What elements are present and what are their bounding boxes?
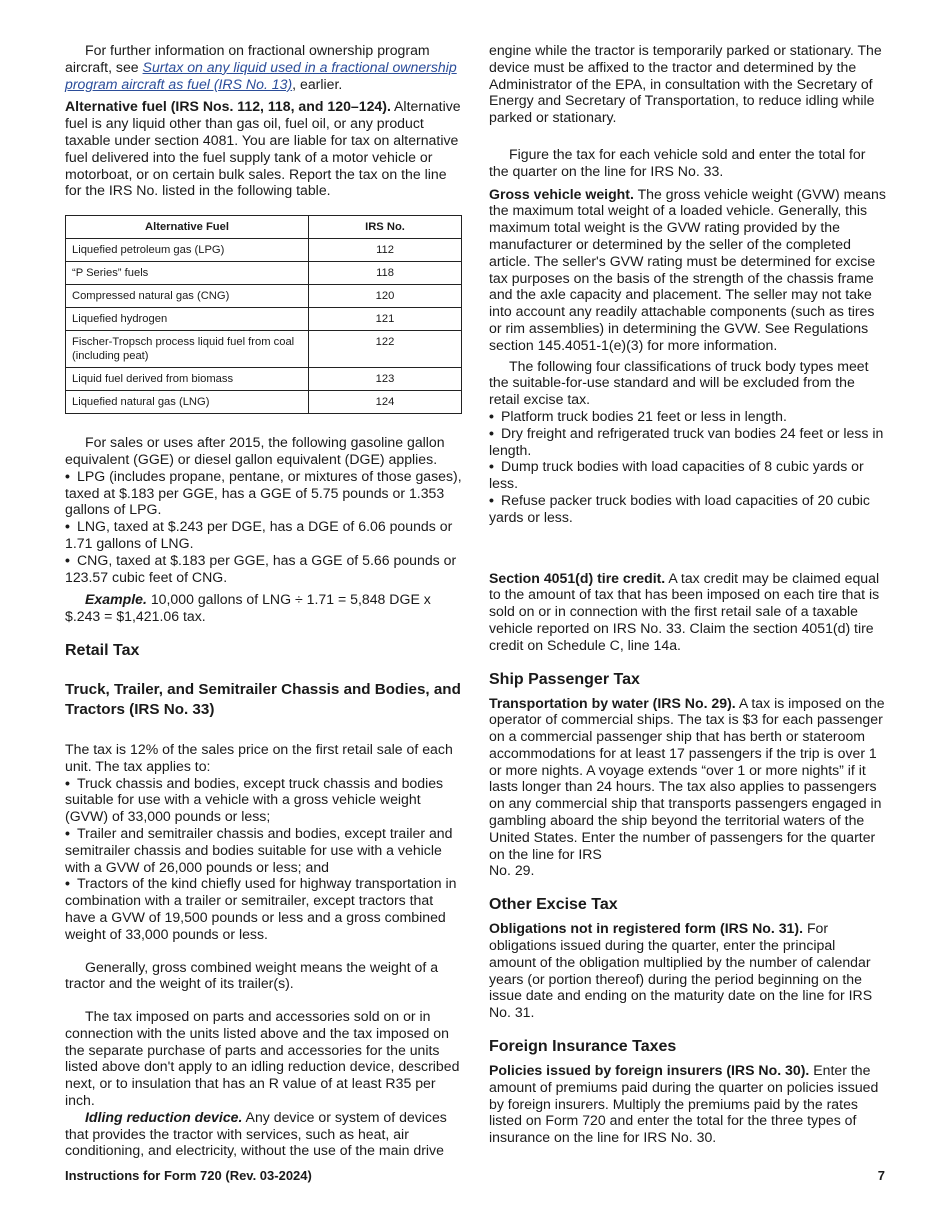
bullet-refuse-packer: • Refuse packer truck bodies with load capacities of 20 cubic yards or less. bbox=[489, 492, 886, 526]
example-label: Example. bbox=[85, 591, 147, 608]
bullet-lpg: • LPG (includes propane, pentane, or mixtures of those gases), taxed at $.183 per GGE, has a GGE of 5.75 pounds or 1.353 gallons of LPG. bbox=[65, 468, 462, 518]
table-cell-fuel: Liquefied petroleum gas (LPG) bbox=[66, 239, 309, 262]
table-header-irs-no: IRS No. bbox=[309, 216, 462, 239]
table-cell-irs-no: 120 bbox=[309, 285, 462, 308]
table-cell-fuel: Liquefied hydrogen bbox=[66, 308, 309, 331]
table-header-fuel: Alternative Fuel bbox=[66, 216, 309, 239]
foreign-policies-body: Enter the amount of premiums paid during the quarter on policies issued by foreign insurers. Multiply the premiums paid by the rates listed on Form 720 and enter the total for the three types of insurance on the line for IRS No. 30. bbox=[489, 1062, 879, 1146]
right-column bbox=[489, 42, 886, 1146]
obligations-heading: Obligations not in registered form (IRS No. 31). bbox=[489, 920, 804, 937]
gross-combined-weight-paragraph: Generally, gross combined weight means the weight of a tractor and the weight of its trailer(s). bbox=[65, 958, 439, 992]
ship-passenger-tax-heading: Ship Passenger Tax bbox=[489, 670, 640, 688]
gross-vehicle-weight-paragraph bbox=[489, 186, 886, 354]
obligations-body: For obligations issued during the quarter, enter the principal amount of the obligation multiplied by the number of calendar years (or portion thereof) during the period beginning on the issue date and ending on the maturity date on the line for IRS No. 31. bbox=[489, 920, 873, 1021]
bullet-lng: • LNG, taxed at $.243 per DGE, has a DGE of 6.06 pounds or 1.71 gallons of LNG. bbox=[65, 518, 462, 552]
transportation-by-water-body: A tax is imposed on the operator of commercial ships. The tax is $3 for each passenger on a commercial passenger ship that has berth or stateroom accommodations for at least 17 passengers if the trip is over 1 or more nights. A voyage extends “over 1 or more nights” if it lasts longer than 24 hours. The tax also applies to passengers on any commercial ship that transports passengers engaged in gambling aboard the ship beyond the territorial waters of the United States. Enter the number of passengers for the quarter on the line for IRS bbox=[489, 694, 885, 862]
transportation-by-water-paragraph bbox=[489, 695, 886, 880]
bullet-truck-chassis: • Truck chassis and bodies, except truck chassis and bodies suitable for use with a vehicle with a gross vehicle weight (GVW) of 33,000 pounds or less; bbox=[65, 775, 462, 825]
gallon-equivalent-paragraph: For sales or uses after 2015, the following gasoline gallon equivalent (GGE) or diesel gallon equivalent (DGE) applies. bbox=[65, 434, 445, 467]
tire-credit-body: A tax credit may be claimed equal to the amount of tax that has been imposed on each tire that is sold on or in connection with the first retail sale of a taxable vehicle reported on IRS No. 33. Claim the section 4051(d) tire credit on Schedule C, line 14a. bbox=[489, 569, 880, 653]
transportation-by-water-tail: No. 29. bbox=[489, 862, 535, 879]
table-header-row bbox=[66, 216, 462, 239]
bullet-tractors: • Tractors of the kind chiefly used for highway transportation in combination with a trailer or semitrailer, except tractors that have a GVW of 19,500 pounds or less and a gross combined weight of 33,000 pounds or less. bbox=[65, 875, 462, 942]
obligations-paragraph bbox=[489, 920, 886, 1021]
fractional-paragraph bbox=[65, 42, 462, 92]
figure-tax-paragraph: Figure the tax for each vehicle sold and enter the total for the quarter on the line for IRS No. 33. bbox=[489, 145, 866, 179]
page-number: 7 bbox=[877, 1168, 885, 1183]
table-row bbox=[66, 239, 462, 262]
parts-accessories-paragraph: The tax imposed on parts and accessories sold on or in connection with the units listed above and the tax imposed on the separate purchase of parts and accessories for the units listed above don't apply to an idling reduction device, described next, or to insulation that has an R value of at least R35 per inch. bbox=[65, 1008, 460, 1109]
fractional-text: For further information on fractional ownership program aircraft, see bbox=[65, 42, 430, 75]
alternative-fuel-table bbox=[65, 215, 462, 414]
gross-vehicle-weight-heading: Gross vehicle weight. bbox=[489, 185, 634, 202]
tire-credit-paragraph bbox=[489, 570, 886, 654]
bullet-trailer-chassis: • Trailer and semitrailer chassis and bodies, except trailer and semitrailer chassis and bodies suitable for use with a vehicle with a GVW of 26,000 pounds or less; and bbox=[65, 825, 462, 875]
fractional-text-end: , earlier. bbox=[292, 75, 343, 92]
table-row bbox=[66, 368, 462, 391]
table-cell-fuel: Liquid fuel derived from biomass bbox=[66, 368, 309, 391]
table-row bbox=[66, 308, 462, 331]
bullet-dry-freight: • Dry freight and refrigerated truck van bodies 24 feet or less in length. bbox=[489, 425, 886, 459]
tax-12-paragraph: The tax is 12% of the sales price on the first retail sale of each unit. The tax applies to: bbox=[65, 740, 453, 774]
table-cell-irs-no: 123 bbox=[309, 368, 462, 391]
table-row bbox=[66, 331, 462, 368]
bullet-dump-truck: • Dump truck bodies with load capacities of 8 cubic yards or less. bbox=[489, 458, 886, 492]
gross-vehicle-weight-body: The gross vehicle weight (GVW) means the maximum total weight of a loaded vehicle. Generally, this maximum total weight is the GVW rating provided by the manufacturer or determined by the seller of the completed article. The seller's GVW rating must be determined for excise tax purposes on the basis of the strength of the chassis frame and the axle capacity and placement. The seller may not take into account any readily attachable components (such as tires or rim assemblies) in determining the GVW. See Regulations section 145.4051-1(e)(3) for more information. bbox=[489, 185, 886, 353]
footer-title: Instructions for Form 720 (Rev. 03-2024) bbox=[65, 1168, 312, 1183]
transportation-by-water-heading: Transportation by water (IRS No. 29). bbox=[489, 694, 736, 711]
alternative-fuel-paragraph bbox=[65, 98, 462, 199]
foreign-policies-paragraph bbox=[489, 1062, 886, 1146]
bullet-cng: • CNG, taxed at $.183 per GGE, has a GGE of 5.66 pounds or 123.57 cubic feet of CNG. bbox=[65, 552, 462, 586]
example-body: 10,000 gallons of LNG ÷ 1.71 = 5,848 DGE x $.243 = $1,421.06 tax. bbox=[65, 591, 431, 625]
retail-tax-heading: Retail Tax bbox=[65, 641, 140, 659]
table-cell-irs-no: 112 bbox=[309, 239, 462, 262]
four-classifications-paragraph: The following four classifications of truck body types meet the suitable-for-use standard and will be excluded from the retail excise tax. bbox=[489, 357, 869, 408]
foreign-insurance-taxes-heading: Foreign Insurance Taxes bbox=[489, 1038, 677, 1056]
idling-reduction-paragraph bbox=[65, 1109, 462, 1159]
table-cell-fuel: Liquefied natural gas (LNG) bbox=[66, 391, 309, 414]
table-cell-irs-no: 124 bbox=[309, 391, 462, 414]
table-row bbox=[66, 391, 462, 414]
left-column bbox=[65, 42, 462, 1159]
alternative-fuel-body: Alternative fuel is any liquid other than gas oil, fuel oil, or any product taxable under section 4081. You are liable for tax on alternative fuel delivered into the fuel supply tank of a motor vehicle or motorboat, or on certain bulk sales. Report the tax on the line for the IRS No. listed in the following table. bbox=[65, 98, 461, 199]
idling-continued-paragraph: engine while the tractor is temporarily parked or stationary. The device must be affixed to the tractor and determined by the Administrator of the EPA, in consultation with the Secretary of Energy and Secretary of Transportation, to reduce idling while parked or stationary. bbox=[489, 42, 882, 126]
idling-reduction-body: Any device or system of devices that provides the tractor with services, such as heat, air conditioning, and electricity, without the use of the main drive bbox=[65, 1108, 447, 1159]
surtax-link[interactable]: Surtax on any liquid used in a fractional ownership program aircraft as fuel (IRS No. 13) bbox=[65, 58, 457, 92]
table-cell-fuel: “P Series” fuels bbox=[66, 262, 309, 285]
other-excise-tax-heading: Other Excise Tax bbox=[489, 896, 618, 914]
tire-credit-heading: Section 4051(d) tire credit. bbox=[489, 569, 666, 586]
table-row bbox=[66, 262, 462, 285]
table-cell-fuel: Fischer-Tropsch process liquid fuel from coal (including peat) bbox=[66, 331, 309, 368]
alternative-fuel-heading: Alternative fuel (IRS Nos. 112, 118, and 120–124). bbox=[65, 98, 391, 115]
page-footer bbox=[65, 1168, 885, 1183]
table-cell-irs-no: 121 bbox=[309, 308, 462, 331]
table-row bbox=[66, 285, 462, 308]
truck-trailer-heading: Truck, Trailer, and Semitrailer Chassis and Bodies, and Tractors (IRS No. 33) bbox=[65, 680, 461, 719]
idling-reduction-label: Idling reduction device. bbox=[85, 1108, 243, 1125]
table-cell-fuel: Compressed natural gas (CNG) bbox=[66, 285, 309, 308]
foreign-policies-heading: Policies issued by foreign insurers (IRS No. 30). bbox=[489, 1062, 810, 1079]
bullet-platform: • Platform truck bodies 21 feet or less in length. bbox=[489, 408, 886, 425]
example-paragraph bbox=[65, 591, 462, 625]
table-cell-irs-no: 122 bbox=[309, 331, 462, 368]
table-cell-irs-no: 118 bbox=[309, 262, 462, 285]
